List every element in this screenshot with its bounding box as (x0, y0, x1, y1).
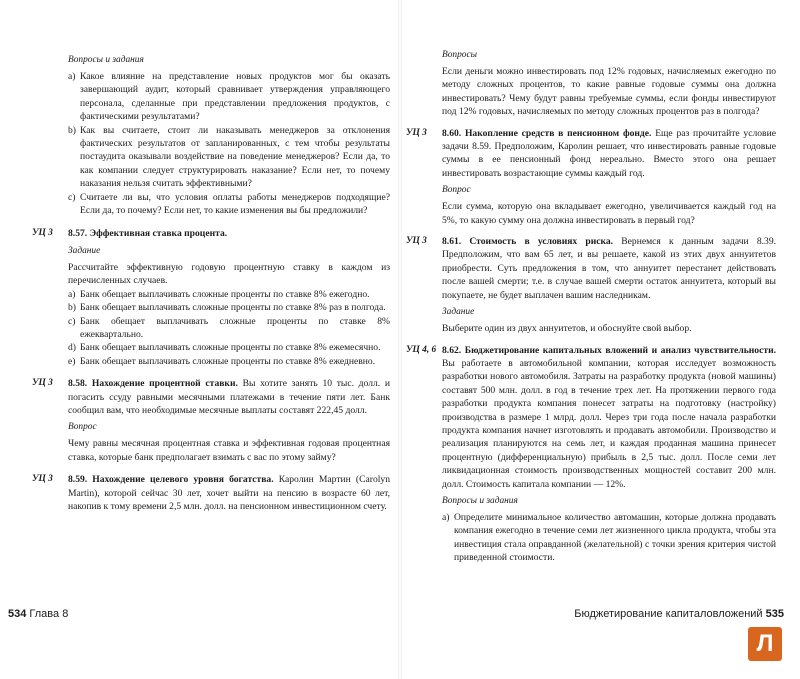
list-item: a) Банк обещает выплачивать сложные проценты по ставке 8% ежегодно. (68, 288, 370, 300)
problem-number: 8.58. (68, 378, 88, 390)
problem-8-61 (406, 235, 777, 335)
task-text: Выберите один из двух аннуитетов, и обоснуйте свой выбор. (442, 323, 692, 335)
list-item: a) Определите минимальное количество автомашин, которые должна продавать компания ежегодно в течение семи лет жизненного цикла продукта, чтобы эта инвестиция стала оправданной (желательной) с точки зрения критерия чистой приведенной стоимости. (442, 511, 776, 564)
page-number: 534 (8, 608, 27, 620)
problem-title: Эффективная ставка процента. (89, 228, 228, 240)
right-column (406, 45, 777, 565)
problem-8-62 (406, 344, 776, 565)
chapter-label: Глава 8 (29, 608, 69, 620)
logo-letter: Л (756, 630, 774, 657)
task-heading: Задание (68, 245, 101, 256)
page-number: 535 (765, 608, 784, 620)
left-column (32, 50, 391, 513)
problem-body: Вы хотите занять 10 тыс. долл. и погасить ссуду равными месячными платежами в течение пяти лет. Банк сообщил вам, что необходимые месячные выплаты составят 222,45 долл. (68, 378, 390, 416)
problem-body: Каролин Мартин (Carolyn Martin), которой сейчас 30 лет, хочет выйти на пенсию в возрасте 60 лет, накопив к тому времени 2,5 млн. долл. на пенсионном инвестиционном счету. (68, 474, 391, 512)
problem-title: Накопление средств в пенсионном фонде. (464, 127, 652, 139)
problem-body: Вы работаете в автомобильной компании, которая исследует возможность разработки нового автомобиля. Затраты на разработку продукта (новой машины) составят 500 млн. долл. в год в течение трех лет. На протяжении первого года разработки продукта компания понесет затраты на подготовку (настройку) производства в размере 1 млрд. долл. Через три года после начала разработки продукта компания начнет изготовлять и продавать автомобили. Производство и реализация планируются на семь лет, и каждая проданная машина принесет процентную (дифференциальную) прибыль в 2,5 тыс. долл. После семи лет ликвидационная стоимость производственных мощностей составит 200 млн. долл. Стоимость капитала компании — 12%. (442, 357, 776, 490)
right-footer (574, 608, 784, 620)
question-text: Если сумма, которую она вкладывает ежегодно, увеличивается каждый год на 5%, то какую сумму она должна инвестировать в первый год? (442, 201, 776, 226)
running-title: Бюджетирование капиталовложений (574, 608, 763, 620)
objective-tag: УЦ 3 (32, 474, 53, 485)
question-heading: Вопрос (442, 185, 471, 196)
objective-tag: УЦ 3 (32, 378, 53, 389)
problem-number: 8.61. (442, 236, 462, 248)
problem-number: 8.60. (442, 127, 462, 139)
list-item: b) Банк обещает выплачивать сложные проценты по ставке 8% раз в полгода. (68, 302, 386, 314)
question-text: Если деньги можно инвестировать под 12% годовых, начисляемых ежегодно по методу сложных процентов, то какие равные годовые суммы она должна инвестировать? Чему будут равны требуемые суммы, если фонды инвестируют под 12% годовых, начисляемых по методу сложных процентов раз в полгода? (442, 66, 776, 118)
problem-8-57 (32, 227, 390, 368)
problem-body: Еще раз прочитайте условие задачи 8.59. Предположим, Каролин решает, что инвестировать равные годовые суммы в ее пенсионный фонд нереально. Вместо этого она решает инвестировать возрастающие суммы каждый год. (442, 127, 776, 179)
list-item: d) Банк обещает выплачивать сложные проценты по ставке 8% ежемесячно. (68, 342, 381, 354)
problem-8-58 (32, 377, 390, 464)
problem-number: 8.57. (68, 228, 88, 240)
question-text: Чему равны месячная процентная ставка и эффективная годовая процентная ставка, которые банк предполагает взимать с вас по этому займу? (68, 438, 390, 463)
question-heading: Вопрос (68, 422, 97, 433)
publisher-logo-icon (748, 627, 782, 661)
list-item: a) Какое влияние на представление новых продуктов мог бы оказать завершающий аудит, который сравнивает утверждения управляющего персонала, сделанные при представлении предложения продуктов, с фактическими результатами? (68, 71, 390, 123)
problem-title: Бюджетирование капитальных вложений и анализ чувствительности. (464, 344, 776, 356)
question-heading: Вопросы (442, 50, 477, 60)
problem-number: 8.59. (68, 474, 88, 486)
objective-tag: УЦ 4, 6 (406, 344, 437, 355)
objective-tag: УЦ 3 (406, 127, 427, 138)
list-item: c) Банк обещает выплачивать сложные проценты по ставке 8% ежеквартально. (68, 315, 390, 340)
list-item: b) Как вы считаете, стоит ли наказывать менеджеров за отклонения фактических результатов от запланированных, с тем чтобы результаты постаудита оказывали воздействие на поведение менеджеров? Если да, то как компании следует структурировать наказание? Если нет, то почему наказания нельзя считать эффективными? (68, 124, 390, 190)
section-heading: Вопросы и задания (68, 55, 144, 65)
list-item: e) Банк обещает выплачивать сложные проценты по ставке 8% ежедневно. (68, 355, 376, 367)
objective-tag: УЦ 3 (406, 236, 427, 247)
problem-8-60 (406, 127, 776, 227)
problem-body: Вернемся к данным задачи 8.39. Предположим, что вам 65 лет, и вы решаете, какой из этих двух аннуитетов приобрести. Суть предложения в том, что аннуитет перестанет действовать после вашей смерти; т.е. в случае вашей смерти остаток аннуитета, который вы покупаете, не будет выплачен вашим наследникам. (442, 236, 777, 301)
problem-8-59 (32, 473, 391, 513)
left-footer (8, 608, 68, 620)
right-page (400, 0, 800, 679)
problem-title: Нахождение процентной ставки. (91, 378, 238, 390)
problem-title: Стоимость в условиях риска. (469, 236, 614, 248)
problem-number: 8.62. (442, 344, 462, 356)
task-heading: Задание (442, 307, 475, 318)
problem-title: Нахождение целевого уровня богатства. (92, 474, 274, 486)
objective-tag: УЦ 3 (32, 228, 53, 239)
task-text: Рассчитайте эффективную годовую процентную ставку в каждом из перечисленных случаев. (68, 261, 390, 287)
list-item: c) Считаете ли вы, что условия оплаты работы менеджеров подходящие? Если да, то почему? Если нет, то какие изменения вы бы предложили? (68, 191, 390, 217)
question-heading: Вопросы и задания (442, 495, 518, 506)
